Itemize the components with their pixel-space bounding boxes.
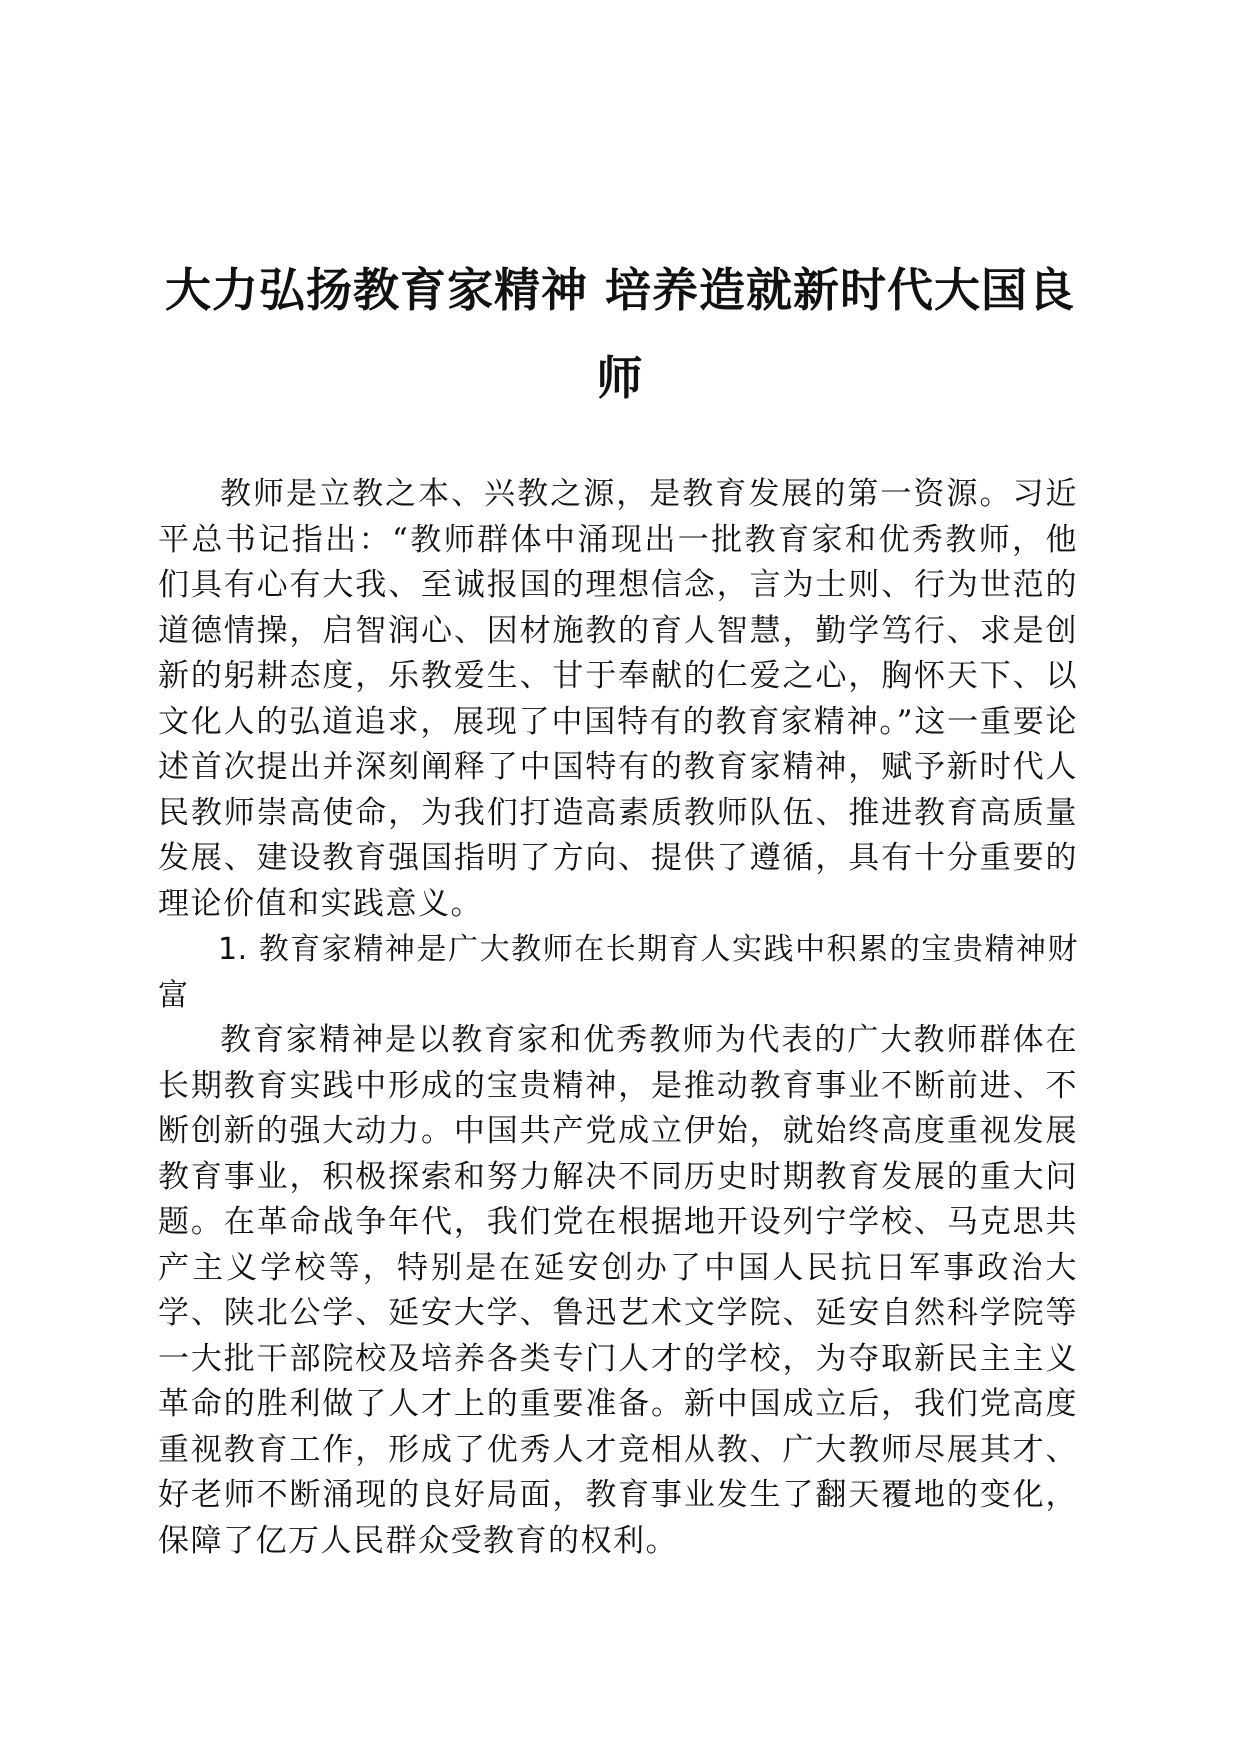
section-1-paragraph: 教育家精神是以教育家和优秀教师为代表的广大教师群体在长期教育实践中形成的宝贵精神，是推动教育事业不断前进、不断创新的强大动力。中国共产党成立伊始，就始终高度重视发展教育事业，积极探索和努力解决不同历史时期教育发展的重大问题。在革命战争年代，我们党在根据地开设列宁学校、马克思共产主义学校等，特别是在延安创办了中国人民抗日军事政治大学、陕北公学、延安大学、鲁迅艺术文学院、延安自然科学院等一大批干部院校及培养各类专门人才的学校，为夺取新民主主义革命的胜利做了人才上的重要准备。新中国成立后，我们党高度重视教育工作，形成了优秀人才竞相从教、广大教师尽展其才、好老师不断涌现的良好局面，教育事业发生了翻天覆地的变化，保障了亿万人民群众受教育的权利。 bbox=[158, 1022, 1078, 1559]
intro-paragraph: 教师是立教之本、兴教之源，是教育发展的第一资源。习近平总书记指出：“教师群体中涌现出一批教育家和优秀教师，他们具有心有大我、至诚报国的理想信念，言为士则、行为世范的道德情操，启智润心、因材施教的育人智慧，勤学笃行、求是创新的躬耕态度，乐教爱生、甘于奉献的仁爱之心，胸怀天下、以文化人的弘道追求，展现了中国特有的教育家精神。”这一重要论述首次提出并深刻阐释了中国特有的教育家精神，赋予新时代人民教师崇高使命，为我们打造高素质教师队伍、推进教育高质量发展、建设教育强国指明了方向、提供了遵循，具有十分重要的理论价值和实践意义。 bbox=[158, 476, 1078, 922]
document-title: 大力弘扬教育家精神 培养造就新时代大国良师 bbox=[164, 263, 1075, 405]
section-heading-1: 1. 教育家精神是广大教师在长期育人实践中积累的宝贵精神财富 bbox=[158, 932, 1078, 1013]
document-body bbox=[158, 472, 1078, 1564]
